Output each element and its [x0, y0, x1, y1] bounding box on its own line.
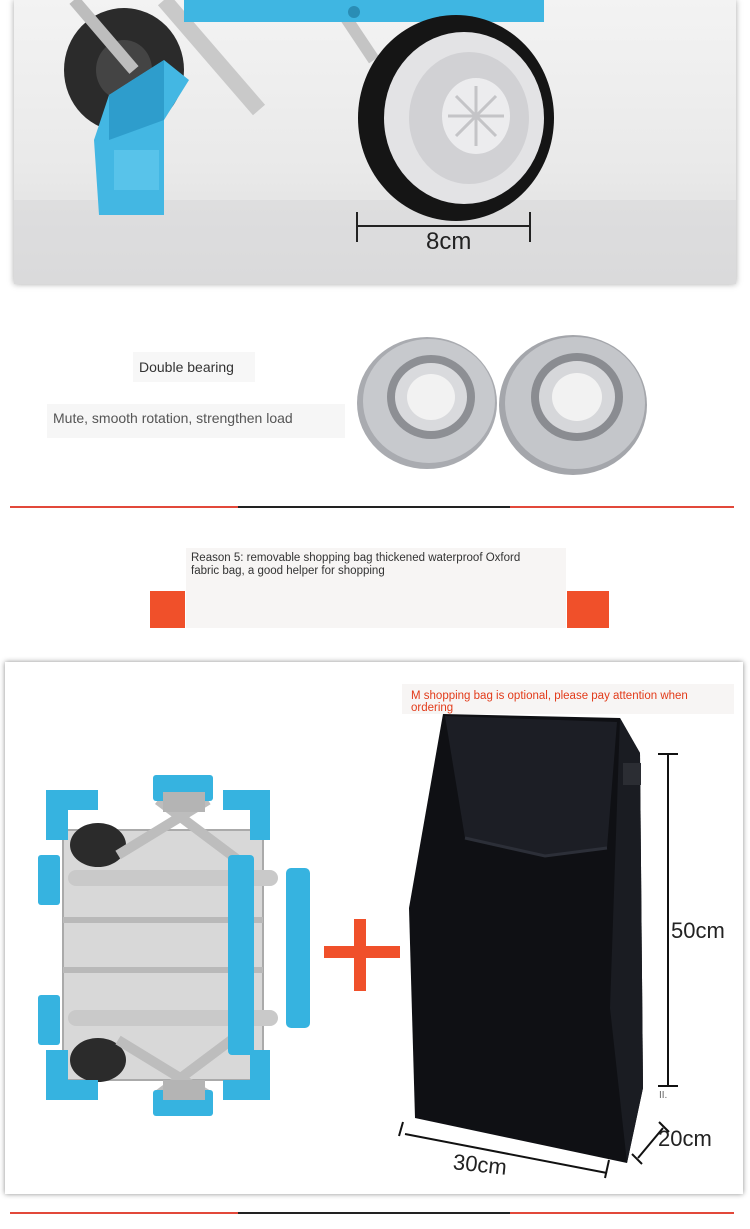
small-mark: II.	[659, 1090, 668, 1101]
folded-trolley-image	[38, 770, 318, 1120]
bearing-title: Double bearing	[139, 359, 234, 375]
wheel-illustration	[14, 0, 736, 284]
plus-icon	[320, 915, 400, 995]
divider-dark-middle	[238, 506, 510, 508]
bag-height-label: 50cm	[671, 918, 725, 943]
wheel-diameter-label: 8cm	[426, 228, 472, 255]
banner-accent-right	[567, 591, 609, 628]
bearing-description: Mute, smooth rotation, strengthen load	[53, 410, 293, 426]
divider-red-right-bottom	[510, 1212, 734, 1214]
divider-dark-middle-bottom	[238, 1212, 510, 1214]
bearings-image	[355, 315, 655, 495]
bag-width-label: 30cm	[451, 1149, 509, 1180]
optional-note: M shopping bag is optional, please pay attention when ordering	[411, 690, 688, 714]
bag-depth-label: 20cm	[658, 1126, 712, 1151]
banner-accent-left	[150, 591, 185, 628]
divider-red-left	[10, 506, 238, 508]
wheel-photo	[14, 0, 736, 284]
divider-red-left-bottom	[10, 1212, 238, 1214]
divider-red-right	[510, 506, 734, 508]
reason-text: Reason 5: removable shopping bag thickened waterproof Oxford fabric bag, a good helper for shopping	[191, 552, 521, 577]
shopping-bag-image	[395, 708, 740, 1188]
